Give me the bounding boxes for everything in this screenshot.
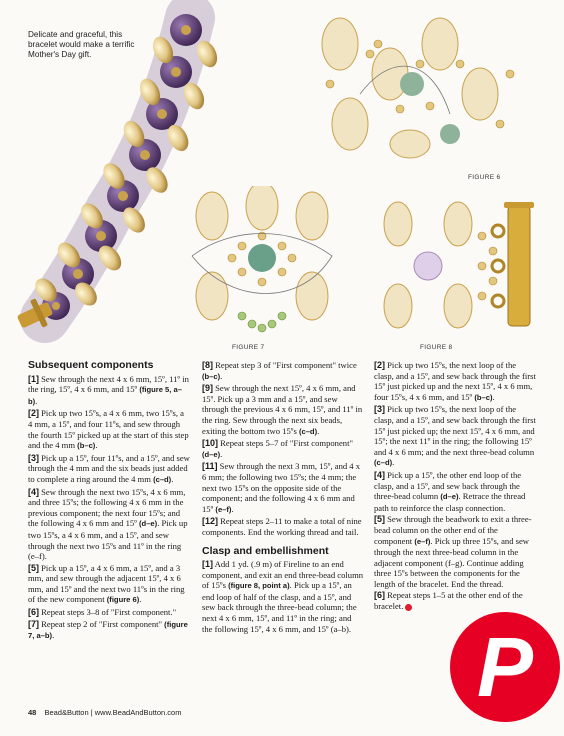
step-text-end: . bbox=[317, 425, 320, 436]
step-text: Sew through the beadwork to exit a three-bead column on the other end of the component bbox=[374, 514, 532, 546]
step-number: [12] bbox=[202, 516, 219, 527]
step-text: Repeat steps 2–11 to make a total of nine components. End the working thread and tail. bbox=[202, 516, 362, 537]
step-number: [9] bbox=[202, 383, 213, 394]
step-text: Pick up two 15ºs, the next loop of the clasp, and a 15º, and sew back through the first 15º just picked up; the next 15º, 4 x 6 mm, and 15º; the next 11º in the ring; the following 15º and 4 x 6 mm; and the next three-bead column bbox=[374, 404, 536, 457]
step-paragraph bbox=[374, 360, 538, 403]
page-footer bbox=[28, 708, 181, 717]
step-text-end: . bbox=[492, 391, 495, 402]
end-of-article-icon bbox=[405, 604, 412, 611]
step-text: Pick up two 15ºs, the next loop of the clasp, and a 15º, and sew back through the first 15º just picked up and the next 15º, 4 x 6 mm, four 15ºs, 4 x 6 mm, and 15º bbox=[374, 360, 536, 402]
figure-ref: (b–c) bbox=[474, 392, 493, 402]
step-text-end: . Pick up a 15º, an end loop of half of the clasp, and a 15º, and sew back through the three-bead column; the next 4 x 6 mm, 15º, and 11º in the ring; and the following 15º, 4 x 6 mm, and 15º (a–b). bbox=[202, 580, 357, 634]
step-text-end: . bbox=[231, 503, 234, 514]
step-text-end: . bbox=[35, 395, 38, 406]
step-text-end: . bbox=[220, 448, 223, 459]
pinterest-logo: P bbox=[450, 612, 560, 722]
figure-ref: (e–f) bbox=[414, 536, 431, 546]
step-number: [6] bbox=[28, 607, 39, 618]
step-text-end: . bbox=[220, 370, 223, 381]
figure-ref: (c–d) bbox=[374, 458, 393, 468]
column-1 bbox=[28, 360, 190, 643]
heading-clasp-embellishment: Clasp and embellishment bbox=[202, 544, 329, 557]
figure-ref: (figure 7, a–b) bbox=[28, 619, 188, 641]
step-text-end: . Retrace the thread path to reinforce the clasp connection. bbox=[374, 491, 526, 513]
figure-ref: (b–c) bbox=[202, 371, 221, 381]
figure-8-diagram bbox=[358, 196, 553, 346]
step-text: Sew through the next 3 mm, 15º, and 4 x 6 mm; the following two 15ºs; the 4 mm; the next two 15ºs on the opposite side of the component; and the following 4 x 6 mm and 15º bbox=[202, 461, 361, 514]
step-number: [1] bbox=[202, 559, 213, 570]
photo-caption: Delicate and graceful, this bracelet would make a terrific Mother's Day gift. bbox=[28, 30, 135, 59]
step-paragraph bbox=[374, 404, 538, 469]
step-text: Repeat steps 3–8 of "First component." bbox=[39, 607, 177, 618]
column-2 bbox=[202, 360, 364, 635]
step-number: [3] bbox=[374, 404, 385, 415]
step-number: [5] bbox=[374, 514, 385, 525]
step-paragraph bbox=[28, 408, 190, 451]
step-text-end: . Pick up three 15ºs, and sew through the next three-bead column in the adjacent component (f–g). Continue adding three 15ºs between the components for the length of the bracelet. End the thread. bbox=[374, 535, 530, 589]
step-number: [2] bbox=[28, 408, 39, 419]
step-text: Repeat steps 5–7 of "First component" bbox=[218, 438, 353, 449]
step-paragraph bbox=[202, 516, 364, 537]
step-paragraph bbox=[374, 470, 538, 513]
step-number: [4] bbox=[374, 469, 385, 480]
step-number: [1] bbox=[28, 373, 39, 384]
column-3 bbox=[374, 360, 538, 613]
step-text: Sew through the next 15º, 4 x 6 mm, and 15º. Pick up a 3 mm and a 15º, and sew through the previous 4 x 6 mm, 15º, and 11º in the ring. Sew through the next six beads, exiting the bottom two 15ºs bbox=[202, 383, 363, 436]
page-number: 48 bbox=[28, 708, 37, 717]
step-number: [10] bbox=[202, 438, 219, 449]
step-paragraph bbox=[202, 559, 364, 634]
step-text: Repeat step 2 of "First component" bbox=[39, 618, 165, 629]
step-paragraph bbox=[28, 453, 190, 486]
footer-text: Bead&Button | www.BeadAndButton.com bbox=[44, 708, 182, 717]
step-text: Pick up a 15º, a 4 x 6 mm, a 15º, and a 3 mm, and sew through the adjacent 15º, 4 x 6 mm, and 15º and the next two 11ºs in the ring of the new component bbox=[28, 562, 185, 605]
step-text-end: . bbox=[171, 473, 174, 484]
figure-6-diagram bbox=[300, 14, 550, 174]
step-text: Pick up a 15º, four 11ºs, and a 15º, and sew through the 4 mm and the six beads just added to complete a ring around the 4 mm bbox=[28, 452, 190, 484]
step-paragraph bbox=[202, 383, 364, 437]
step-number: [8] bbox=[202, 360, 213, 370]
step-text-end: . Pick up two 15ºs, a 4 x 6 mm, and a 15º, and sew through the next two 15ºs and 11º in the ring (e–f). bbox=[28, 518, 188, 562]
figure-8-label: FIGURE 8 bbox=[420, 344, 453, 351]
step-number: [7] bbox=[28, 618, 39, 629]
step-number: [5] bbox=[28, 562, 39, 573]
step-paragraph bbox=[28, 563, 190, 606]
figure-ref: (d–e) bbox=[139, 519, 158, 529]
step-paragraph bbox=[202, 360, 364, 382]
step-paragraph bbox=[202, 438, 364, 460]
figure-ref: (c–d) bbox=[298, 426, 318, 436]
step-paragraph bbox=[374, 514, 538, 589]
figure-ref: (d–e) bbox=[440, 492, 459, 502]
step-paragraph bbox=[28, 487, 190, 562]
figure-6-label: FIGURE 6 bbox=[468, 174, 501, 181]
figure-ref: (e–f) bbox=[215, 504, 232, 514]
figure-ref: (figure 5, a–b) bbox=[28, 385, 182, 406]
step-paragraph bbox=[28, 619, 190, 642]
step-text: Repeat step 3 of "First component" twice bbox=[213, 360, 357, 370]
figure-ref: (d–e) bbox=[202, 449, 221, 459]
step-text: Pick up a 15º, the other end loop of the clasp, and a 15º, and sew back through the three-bead column bbox=[374, 469, 522, 502]
step-text-end: . bbox=[139, 594, 142, 605]
step-number: [3] bbox=[28, 452, 39, 463]
step-text-end: . bbox=[392, 457, 395, 468]
step-paragraph bbox=[374, 590, 538, 611]
figure-ref: (c–d) bbox=[153, 474, 172, 484]
step-text: Repeat steps 1–5 at the other end of the bracelet. bbox=[374, 590, 523, 612]
figure-ref: (figure 8, point a) bbox=[228, 581, 290, 591]
heading-subsequent-components: Subsequent components bbox=[28, 359, 154, 371]
step-paragraph bbox=[28, 374, 190, 408]
figure-7-diagram bbox=[172, 186, 354, 341]
step-paragraph bbox=[28, 607, 190, 618]
step-text: Sew through the next 4 x 6 mm, 15º, 11º in the ring, 15º, 4 x 6 mm, and 15º bbox=[28, 373, 189, 395]
step-text-end: . bbox=[52, 630, 55, 641]
step-number: [6] bbox=[374, 590, 385, 601]
figure-ref: (figure 6) bbox=[106, 595, 140, 605]
step-text: Sew through the next two 15ºs, 4 x 6 mm, and three 15ºs; the following 4 x 6 mm in the previous component; the next four 15ºs; and the following 4 x 6 mm and 15º bbox=[28, 486, 186, 529]
step-text-end: . bbox=[95, 440, 98, 451]
figure-7-label: FIGURE 7 bbox=[232, 344, 265, 351]
step-number: [11] bbox=[202, 461, 218, 472]
step-number: [4] bbox=[28, 486, 39, 497]
step-text: Pick up two 15ºs, a 4 x 6 mm, two 15ºs, a 4 mm, a 15º, and four 11ºs, and sew through the fourth 15º picked up at the start of this step and the 4 mm bbox=[28, 408, 189, 451]
step-number: [2] bbox=[374, 360, 385, 370]
step-paragraph bbox=[202, 461, 364, 515]
figure-ref: (b–c) bbox=[77, 441, 96, 451]
step-text: Add 1 yd. (.9 m) of Fireline to an end component, and exit an end three-bead column of 15ºs bbox=[202, 559, 364, 591]
